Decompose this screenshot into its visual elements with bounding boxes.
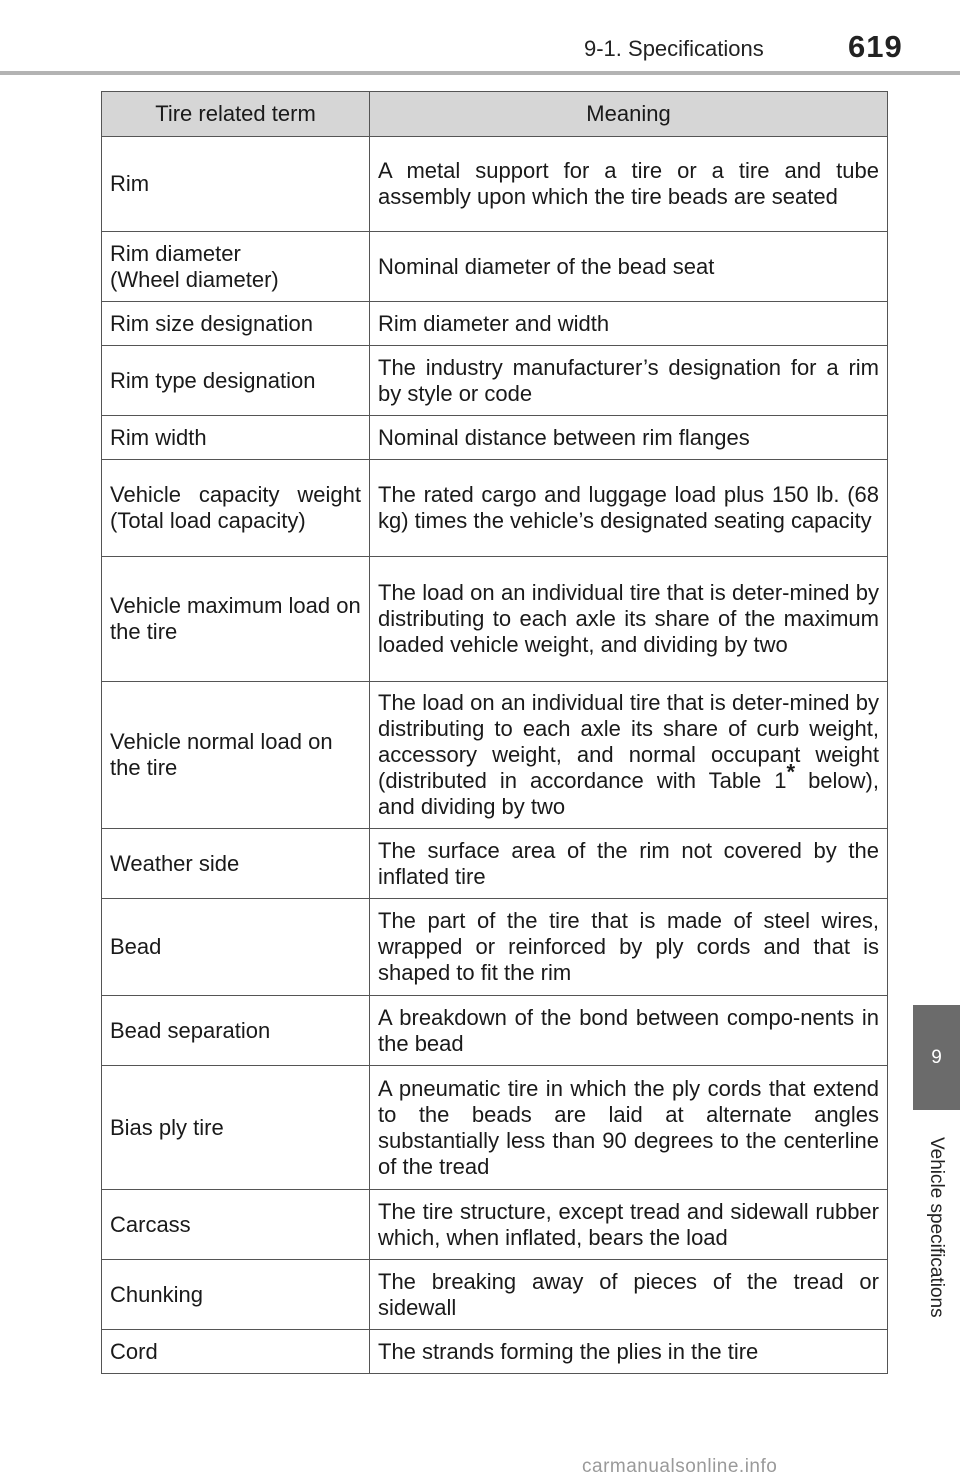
meaning-cell: A breakdown of the bond between compo-nents in the bead	[370, 996, 888, 1066]
meaning-cell: The part of the tire that is made of steel wires, wrapped or reinforced by ply cords and that is shaped to fit the rim	[370, 899, 888, 996]
chapter-tab	[913, 1005, 960, 1110]
term-cell: Weather side	[102, 829, 370, 899]
footnote-asterisk: *	[786, 759, 796, 785]
term-cell: Rim type designation	[102, 346, 370, 416]
meaning-cell: Nominal diameter of the bead seat	[370, 232, 888, 302]
term-cell: Vehicle maximum load on the tire	[102, 557, 370, 682]
meaning-cell: The load on an individual tire that is deter-mined by distributing to each axle its share of the maximum loaded vehicle weight, and dividing by two	[370, 557, 888, 682]
term-cell: Vehicle normal load on the tire	[102, 682, 370, 829]
meaning-cell: The breaking away of pieces of the tread or sidewall	[370, 1260, 888, 1330]
meaning-cell: The tire structure, except tread and sidewall rubber which, when inflated, bears the load	[370, 1190, 888, 1260]
table-row	[102, 416, 888, 460]
table-row	[102, 996, 888, 1066]
meaning-cell: The strands forming the plies in the tire	[370, 1330, 888, 1374]
page-number: 619	[848, 29, 903, 64]
table-row	[102, 557, 888, 682]
term-cell: Rim width	[102, 416, 370, 460]
table-row	[102, 899, 888, 996]
term-cell: Bead separation	[102, 996, 370, 1066]
term-cell: Rim diameter (Wheel diameter)	[102, 232, 370, 302]
meaning-cell: A pneumatic tire in which the ply cords that extend to the beads are laid at alternate angles substantially less than 90 degrees to the centerline of the tread	[370, 1066, 888, 1190]
meaning-cell: The industry manufacturer’s designation for a rim by style or code	[370, 346, 888, 416]
meaning-cell: Rim diameter and width	[370, 302, 888, 346]
table-row	[102, 829, 888, 899]
term-cell: Carcass	[102, 1190, 370, 1260]
table-row	[102, 460, 888, 557]
table-row	[102, 137, 888, 232]
table-row	[102, 1260, 888, 1330]
term-cell: Cord	[102, 1330, 370, 1374]
meaning-cell: The rated cargo and luggage load plus 150 lb. (68 kg) times the vehicle’s designated seating capacity	[370, 460, 888, 557]
term-cell: Rim	[102, 137, 370, 232]
meaning-cell	[370, 682, 888, 829]
table-row	[102, 1330, 888, 1374]
meaning-text: The load on an individual tire that is deter-mined by distributing to each axle its share of curb weight, accessory weight, and normal occupant weight (distributed in accordance with Table 1	[378, 690, 879, 793]
term-cell: Bias ply tire	[102, 1066, 370, 1190]
column-header-term: Tire related term	[102, 92, 370, 137]
meaning-text-tail: below), and dividing by two	[378, 768, 879, 819]
meaning-cell: The surface area of the rim not covered by the inflated tire	[370, 829, 888, 899]
table-row	[102, 1190, 888, 1260]
term-cell: Rim size designation	[102, 302, 370, 346]
meaning-cell: A metal support for a tire or a tire and tube assembly upon which the tire beads are seated	[370, 137, 888, 232]
header-divider	[0, 71, 960, 75]
table-row	[102, 302, 888, 346]
table-row	[102, 682, 888, 829]
table-row	[102, 232, 888, 302]
section-title: 9-1. Specifications	[584, 36, 764, 61]
chapter-number: 9	[931, 1046, 942, 1068]
term-cell: Bead	[102, 899, 370, 996]
chapter-title-container	[914, 1120, 958, 1335]
table-header-row	[102, 92, 888, 137]
tire-terms-table	[101, 91, 888, 1374]
table-row	[102, 1066, 888, 1190]
meaning-cell: Nominal distance between rim flanges	[370, 416, 888, 460]
term-cell: Vehicle capacity weight (Total load capacity)	[102, 460, 370, 557]
watermark: carmanualsonline.info	[582, 1456, 778, 1477]
column-header-meaning: Meaning	[370, 92, 888, 137]
chapter-title: Vehicle specifications	[926, 1137, 947, 1318]
term-cell: Chunking	[102, 1260, 370, 1330]
table-row	[102, 346, 888, 416]
